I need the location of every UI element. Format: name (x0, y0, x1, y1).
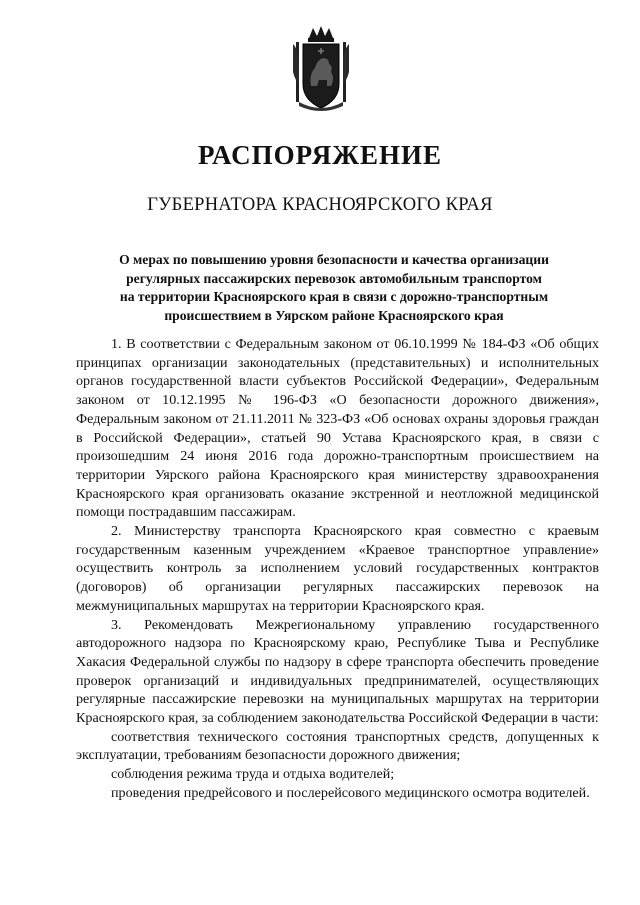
list-item: соответствия технического состояния транспортных средств, допущенных к эксплуатации, требованиям безопасности дорожного движения; (76, 728, 599, 764)
document-subtitle: ГУБЕРНАТОРА КРАСНОЯРСКОГО КРАЯ (147, 195, 493, 215)
paragraph-1: 1. В соответствии с Федеральным законом от 06.10.1999 № 184-ФЗ «Об общих принципах организации законодательных (представительных) и исполнительных органов государственной власти субъектов Российской Федерации», Федеральным законом от 10.12.1995 № 196-ФЗ «О безопасности дорожного движения», Федеральным законом от 21.11.2011 № 323-ФЗ «Об основах охраны здоровья граждан в Российской Федерации», статьей 90 Устава Красноярского края, в связи с произошедшим 24 июня 2016 года дорожно-транспортным происшествием на территории Уярского района Красноярского края министерству здравоохранения Красноярского края организовать оказание экстренной и неотложной медицинской помощи пострадавшим пассажирам. (76, 336, 599, 521)
paragraph-3: 3. Рекомендовать Межрегиональному управлению государственного автодорожного надзора по Красноярскому краю, Республике Тыва и Республике Хакасия Федеральной службы по надзору в сфере транспорта обеспечить проведение проверок организаций и индивидуальных предпринимателей, осуществляющих регулярные пассажирские перевозки на муниципальных маршрутах на территории Красноярского края, за соблюдением законодательства Российской Федерации в части: (76, 616, 599, 727)
heading-line: на территории Красноярского края в связи с дорожно-транспортным (119, 289, 549, 305)
paragraph-2: 2. Министерству транспорта Красноярского края совместно с краевым государственным казенным учреждением «Краевое транспортное управление» осуществить контроль за исполнением условий государственных контрактов (договоров) об организации регулярных пассажирских перевозок на межмуниципальных маршрутах на территории Красноярского края. (76, 523, 599, 614)
document-body (76, 335, 599, 803)
document-title: РАСПОРЯЖЕНИЕ (197, 140, 443, 170)
heading-line: происшествием в Уярском районе Красноярского края (164, 307, 504, 323)
list-item: соблюдения режима труда и отдыха водителей; (111, 766, 395, 783)
heading-line: О мерах по повышению уровня безопасности и качества организации (119, 252, 549, 267)
heading-line: регулярных пассажирских перевозок автомобильным транспортом (126, 270, 542, 286)
list-item: проведения предрейсового и послерейсового медицинского осмотра водителей. (111, 784, 590, 801)
coat-of-arms-icon (291, 24, 351, 114)
document-heading (96, 251, 572, 325)
